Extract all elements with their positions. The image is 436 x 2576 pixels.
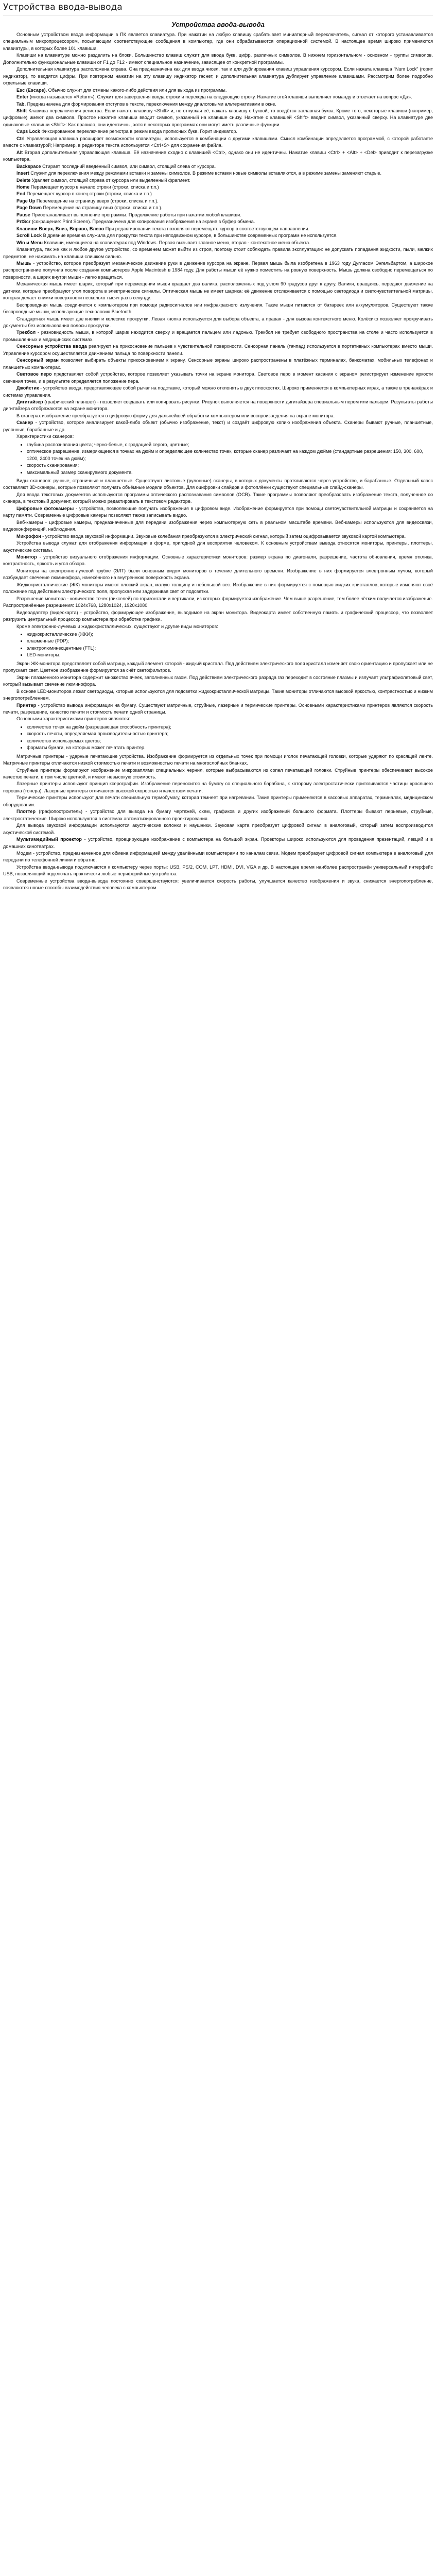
term: Delete <box>16 177 31 183</box>
paragraph <box>3 108 433 128</box>
term: Esc (Escape). <box>16 87 47 93</box>
paragraph <box>3 128 433 135</box>
paragraph: Экран плазменного монитора содержит множество ячеек, заполненных газом. Под действием электрического разряда газ переходит в состояние плазмы и излучает ультрафиолетовый свет, который вызывает свечение люминофора. <box>3 674 433 687</box>
list-item: • жидкокристаллические (ЖКИ); <box>27 631 433 638</box>
paragraph: Для ввода текстовых документов используются программы оптического распознавания символов (OCR). Такие программы позволяют преобразовать изображение текста, полученное со сканера, в текстовый документ, который можно редактировать в текстовом редакторе. <box>3 492 433 504</box>
term-description: - устройство, которое преобразует механическое движение руки в движение курсора на экране. Первая мышь была изобретена в 1963 году Дугласом Энгельбартом, а широкое распространение получила после создания компьютеров Apple Macintosh в 1984 году. Для работы мыши её нужно поместить на ровную поверхность. Мышь должна свободно перемещаться по поверхности, а шарик внутри мыши - легко вращаться. <box>3 260 433 280</box>
term-description: - устройство, которое анализирует какой-либо объект (обычно изображение, текст) и создаёт цифровую копию изображения объекта. Сканеры бывают ручные, планшетные, рулонные, барабанные и др. <box>3 420 433 432</box>
term-description: - устройство ввода звуковой информации. Звуковые колебания преобразуются в электрический сигнал, который затем оцифровывается звуковой картой компьютера. <box>42 533 406 539</box>
paragraph: Кроме электронно-лучевых и жидкокристаллических, существуют и другие виды мониторов: <box>16 623 218 629</box>
page-title: Устройства ввода-вывода <box>3 2 123 12</box>
term: Win и Menu <box>16 240 43 245</box>
paragraph <box>3 226 433 232</box>
term-description: Перемещает курсор в конец строки (строки, списка и т.п.) <box>26 191 152 197</box>
paragraph <box>3 135 433 149</box>
list-item: • оптическое разрешение, измеряющееся в точках на дюйм и определяющее количество точек, которые сканер различает на каждом дюйме (стандартные разрешения: 150, 300, 600, 1200, 2400 точек на дюйм); <box>27 448 433 462</box>
term-description: При редактировании текста позволяют перемещать курсор в соответствующем направлении. <box>105 226 310 231</box>
paragraph <box>3 329 433 343</box>
term-description: - устройство ввода, представляющее собой рычаг на подставке, который можно отклонять в двух плоскостях. Широко применяется в компьютерных играх, а также в тренажёрах и системах управления. <box>3 385 433 398</box>
paragraph <box>3 343 433 357</box>
term-description: - устройство визуального отображения информации. Основные характеристики мониторов: размер экрана по диагонали, разрешение, частота обновления, время отклика, контрастность, яркость и угол обзора. <box>3 554 433 567</box>
term-description: - устройство, проецирующее изображение с компьютера на большой экран. Проекторы широко используются для проведения презентаций, лекций и в домашних кинотеатрах. <box>3 837 433 849</box>
term: Дигитайзер <box>16 399 43 405</box>
bullet-list <box>3 631 433 659</box>
page-title-bar <box>3 2 433 15</box>
term-description: позволяет выбирать объекты прикосновением к экрану. Сенсорные экраны широко распространены в платёжных терминалах, банкоматах, мобильных телефонах и планшетных компьютерах. <box>3 358 433 370</box>
paragraph <box>3 232 433 239</box>
bullet-list <box>3 724 433 752</box>
term: Монитор <box>16 554 37 560</box>
document-heading: Устройства ввода-вывода <box>171 21 265 28</box>
paragraph <box>3 184 433 191</box>
document-body <box>3 31 433 892</box>
paragraph <box>3 101 433 108</box>
paragraph: Основными характеристиками принтеров являются: <box>16 716 130 722</box>
paragraph <box>3 87 433 94</box>
term: Backspace <box>16 163 41 169</box>
paragraph: Устройства ввода-вывода подключаются к компьютеру через порты: USB, PS/2, COM, LPT, HDMI, DVI, VGA и др. В настоящее время наиболее распространён универсальный интерфейс USB, позволяющий подключать практически любые периферийные устройства. <box>3 864 433 877</box>
term: Сканер <box>16 420 33 426</box>
paragraph <box>3 218 433 225</box>
bullet-list <box>3 442 433 476</box>
list-item: • скорость сканирования; <box>27 462 433 469</box>
paragraph: Экран ЖК-монитора представляет собой матрицу, каждый элемент которой - жидкий кристалл. Под действием электрического поля кристалл изменяет свою ориентацию и пропускает или не пропускает свет. Цветное изображение формируется за счёт светофильтров. <box>3 660 433 673</box>
term: Принтер <box>16 702 37 708</box>
paragraph <box>3 836 433 850</box>
paragraph: Разрешение монитора - количество точек (пикселей) по горизонтали и вертикали, из которых формируется изображение. Чем выше разрешение, тем более чётким получается изображение. Распространённые разрешения: 1024x768, 1280x1024, 1920x1080. <box>3 596 433 608</box>
term-description: Перемещение на страницу вниз (строки, списка и т.п.). <box>43 205 163 211</box>
page <box>0 0 436 897</box>
paragraph <box>3 399 433 413</box>
paragraph: В основе LED-мониторов лежат светодиоды, которые используются для подсветки жидкокристаллической матрицы. Такие мониторы отличаются высокой яркостью, контрастностью и низким энергопотреблением. <box>3 688 433 701</box>
paragraph: Видеоадаптер (видеокарта) - устройство, формирующее изображение, выводимое на экран монитора. Видеокарта имеет собственную память и графический процессор, что позволяет разгрузить центральный процессор компьютера при обработке графики. <box>3 609 433 622</box>
paragraph <box>3 808 433 822</box>
term-description: Обычно служит для отмены какого-либо действия или для выхода из программы. <box>48 87 227 93</box>
term-description: Клавиша переключения регистра. Если нажать клавишу <Shift> и, не отпуская её, нажать клавишу с буквой, то введётся заглавная буква. Кроме того, некоторые клавиши (например, цифровые) имеют два символа. Простое нажатие клавиши вводит символ, указанный на клавише снизу. Нажатие с клавишей <Shift> вводит символ, указанный сверху. На клавиатуре две одинаковые клавиши <Shift>: Как правило, они идентичны, хотя в некоторых программах они могут иметь различные функции. <box>3 108 433 127</box>
paragraph <box>3 357 433 371</box>
paragraph: Клавиатура, так же как и любое другое устройство, со временем может выйти из строя, поэтому стоит соблюдать правила эксплуатации: не допускать попадания жидкости, пыли, мелких предметов, не нажимать на клавиши слишком сильно. <box>3 247 433 259</box>
paragraph: Струйные принтеры формируют изображение микрокаплями специальных чернил, которые выбрасываются из сопел печатающей головки. Струйные принтеры обеспечивают высокое качество печати, в том числе цветной, и имеют невысокую стоимость. <box>3 767 433 780</box>
term-description: (графопостроитель) - устройство для вывода на бумагу чертежей, схем, графиков и других изображений большого формата. Плоттеры бывают перьевые, струйные, электростатические. Широко используются в системах автоматизированного проектирования. <box>3 809 433 821</box>
list-item: • электролюминесцентные (FTL); <box>27 645 433 652</box>
term-description: Служит для переключения между режимами вставки и замены символов. В режиме вставки новые символы вставляются, а в режиме замены заменяют старые. <box>30 171 382 176</box>
paragraph <box>3 198 433 205</box>
term-description: Фиксированное переключение регистра в режим ввода прописных букв. Горит индикатор. <box>41 129 237 134</box>
term-description: (сокращение: Print Screen). Предназначена для копирования изображения на экране в буфер обмена. <box>31 219 255 225</box>
paragraph: Жидкокристаллические (ЖК) мониторы имеют плоский экран, малую толщину и небольшой вес. Изображение в них формируется с помощью жидких кристаллов, которые изменяют своё положение под действием электрического поля, пропуская или задерживая свет от подсветки. <box>3 582 433 595</box>
term: Световое перо <box>16 371 52 377</box>
paragraph: Основным устройством ввода информации в ПК является клавиатура. При нажатии на любую клавишу срабатывает миниатюрный переключатель, сигнал от которого устанавливается специальным микропроцессором, посылающим соответствующие сообщения в компьютер, где они обрабатываются операционной системой. В настоящее время широко применяются клавиатуры, в которых более 101 клавиши. <box>3 32 433 51</box>
list-item: • количество точек на дюйм (разрешающая способность принтера); <box>27 724 433 731</box>
term-description: Стирает последний введённый символ, или символ, стоящий слева от курсора. <box>42 163 216 169</box>
paragraph: Веб-камеры - цифровые камеры, предназначенные для передачи изображения через компьютерную сеть в реальном масштабе времени. Веб-камеры используются для видеосвязи, видеоконференций, наблюдения. <box>3 519 433 532</box>
list-item: • глубина распознавания цвета; черно-белые, с градацией серого, цветные; <box>27 442 433 448</box>
paragraph <box>3 170 433 177</box>
term-description: Удаляет символ, стоящий справа от курсора или выделенный фрагмент. <box>31 177 190 183</box>
paragraph: Клавиши на клавиатуре можно разделить на блоки. Большинство клавиш служит для ввода букв, цифр, различных символов. В нижнем горизонтальном - основном - группы символов. Дополнительно функциональные клавиши от F1 до F12 - имеют специальное назначение, зависящее от конкретной программы. <box>3 53 433 65</box>
paragraph: Мониторы на электронно-лучевой трубке (ЭЛТ) были основным видом мониторов в течение длительного времени. Изображение в них формируется электронным лучом, который возбуждает свечение люминофора, нанесённого на внутреннюю поверхность экрана. <box>3 568 433 581</box>
paragraph <box>3 385 433 399</box>
term-description: - разновидность мыши, в которой шарик находится сверху и вращается пальцем или ладонью. Трекбол не требует свободного пространства на столе и часто используется в промышленных и медицинских системах. <box>3 330 433 342</box>
term: Page Up <box>16 198 36 204</box>
paragraph: Характеристики сканеров: <box>16 434 74 439</box>
term-description: представляет собой устройство, которое позволяет указывать точки на экране монитора. Световое перо в момент касания с экраном регистрирует изменение яркости свечения точек, и в результате определяется положение пера. <box>3 371 433 384</box>
paragraph <box>3 205 433 211</box>
list-item: • количество используемых цветов; <box>27 738 433 744</box>
paragraph <box>3 702 433 716</box>
paragraph <box>3 260 433 281</box>
term-description: - устройство вывода информации на бумагу. Существуют матричные, струйные, лазерные и термические принтеры. Основными характеристиками принтеров являются скорость печати, разрешение, качество печати и стоимость печати одной страницы. <box>3 702 433 715</box>
paragraph: Стандартная мышь имеет две кнопки и колесико прокрутки. Левая кнопка используется для выбора объекта, а правая - для вызова контекстного меню. Колёсико позволяет прокручивать документы без использования полосы прокрутки. <box>3 316 433 329</box>
paragraph <box>3 149 433 163</box>
term: Pause <box>16 212 30 217</box>
paragraph <box>3 533 433 540</box>
term-description: Клавиши, имеющиеся на клавиатурах под Windows. Первая вызывает главное меню, вторая - контекстное меню объекта. <box>44 240 310 245</box>
term: Shift <box>16 108 27 113</box>
paragraph <box>3 554 433 568</box>
term: Caps Lock <box>16 129 40 134</box>
term: Трекбол <box>16 330 36 335</box>
term: Ctrl <box>16 135 25 141</box>
term: Scroll Lock <box>16 233 42 239</box>
term-description: Приостанавливает выполнение программы. Продолжение работы при нажатии любой клавиши. <box>31 212 241 217</box>
paragraph <box>3 371 433 385</box>
term: Клавиши Вверх, Вниз, Вправо, Влево <box>16 226 104 231</box>
paragraph: Беспроводная мышь соединяется с компьютером при помощи радиосигналов или инфракрасного излучения. Такие мыши питаются от батареек или аккумуляторов. Существуют также беспроводные мыши, использующие технологию Bluetooth. <box>3 302 433 315</box>
term: End <box>16 191 26 197</box>
paragraph <box>3 163 433 170</box>
paragraph <box>3 212 433 218</box>
list-item: • максимальный размер сканируемого документа. <box>27 469 433 476</box>
list-item: • скорость печати, определяемая производительностью принтера; <box>27 731 433 737</box>
term-description: (графический планшет) - позволяет создавать или копировать рисунки. Рисунок выполняется на поверхности дигитайзера специальным пером или пальцем. Результаты работы дигитайзера отображаются на экране монитора. <box>3 399 433 412</box>
paragraph: Для вывода звуковой информации используются акустические колонки и наушники. Звуковая карта преобразует цифровой сигнал в аналоговый, который затем воспроизводится акустической системой. <box>3 823 433 835</box>
term: Мультимедийный проектор <box>16 837 82 842</box>
paragraph: Виды сканеров: ручные, страничные и планшетные. Существуют листовые (рулонные) сканеры, в которых документы протягиваются через устройство, и барабанные. Отдельный класс составляют 3D-сканеры, которые позволяют получать объёмные модели объектов. Для оцифровки слайдов и фотоплёнки существуют специальные слайд-сканеры. <box>3 478 433 490</box>
term: Home <box>16 184 30 190</box>
term-description: реагируют на прикосновение пальцев к чувствительной поверхности. Сенсорная панель (тачпад) используется в портативных компьютерах вместо мыши. Управление курсором осуществляется движением пальца по поверхности панели. <box>3 344 433 356</box>
term: Alt <box>16 149 23 155</box>
term: Мышь <box>16 260 31 266</box>
paragraph: Устройства вывода служат для отображения информации в форме, пригодной для восприятия человеком. К основным устройствам вывода относятся мониторы, принтеры, плоттеры, акустические системы. <box>3 540 433 553</box>
term-description: Перемещает курсор в начало строки (строки, списка и т.п.) <box>30 184 159 190</box>
list-item: • плазменные (PDP); <box>27 638 433 645</box>
term-description: Управляющая клавиша расширяет возможности клавиатуры, используется в комбинации с другими клавишами. Смысл комбинации определяется программой, с которой работаете вместе с клавиатурой; Например, в редакторе текста используется <Ctrl+S> для сохранения файла. <box>3 135 433 148</box>
term-description: В древние времена служила для прокрутки текста при неподвижном курсоре, в большинстве современных программ не используется. <box>43 233 338 239</box>
term: Enter <box>16 94 29 100</box>
term-description: Перемещение на страницу вверх (строки, списка и т.п.). <box>36 198 159 204</box>
paragraph <box>3 505 433 519</box>
term: Tab. <box>16 101 26 107</box>
term-description: Предназначена для формирования отступов в тексте, переключения между диалоговыми альтернативами в окне. <box>27 101 276 107</box>
paragraph: Лазерные принтеры используют принцип ксерографии. Изображение переносится на бумагу со специального барабана, к которому электростатически притягиваются частицы красящего порошка (тонера). Лазерные принтеры отличаются высокой скоростью и качеством печати. <box>3 781 433 793</box>
term: Сенсорный экран <box>16 358 59 363</box>
term: Джойстик <box>16 385 39 391</box>
term: Сенсорные устройства ввода <box>16 344 87 349</box>
term: Page Down <box>16 205 42 211</box>
paragraph <box>3 177 433 184</box>
paragraph: Современные устройства ввода-вывода постоянно совершенствуются: увеличивается скорость работы, улучшается качество изображения и звука, снижается энергопотребление, появляются новые способы взаимодействия человека с компьютером. <box>3 878 433 891</box>
paragraph <box>3 240 433 246</box>
paragraph: Механическая мышь имеет шарик, который при перемещении мыши вращает два валика, расположенных под углом 90 градусов друг к другу. Валики, вращаясь, передают движение на датчики, которые преобразуют угол поворота в электрические сигналы. Оптическая мышь не имеет шарика: её движение отслеживается с помощью светодиода и светочувствительной матрицы, которая делает снимки поверхности несколько тысяч раз в секунду. <box>3 281 433 301</box>
term-description: (иногда называется «Return»). Служит для завершения ввода строки и перехода на следующую строку. Нажатие этой клавиши выполняет команду и отвечает на вопрос «Да». <box>29 94 412 100</box>
term-description: - устройства, позволяющие получать изображения в цифровом виде. Изображение формируется при помощи светочувствительной матрицы и сохраняется на карту памяти. Современные цифровые камеры позволяют также записывать видео. <box>3 505 433 518</box>
term: PrtScr <box>16 219 31 225</box>
paragraph: Термические принтеры используют для печати специальную термобумагу, которая темнеет при нагревании. Такие принтеры применяются в кассовых аппаратах, терминалах, медицинском оборудовании. <box>3 795 433 807</box>
paragraph: В сканерах изображение преобразуется в цифровую форму для дальнейшей обработки компьютером или воспроизведения на экране монитора. <box>16 413 335 418</box>
term: Insert <box>16 171 29 176</box>
term: Цифровые фотокамеры <box>16 505 74 511</box>
paragraph <box>3 191 433 197</box>
paragraph: Матричные принтеры - ударные печатающие устройства. Изображение формируется из отдельных точек при помощи иголок печатающей головки, которые ударяют по красящей ленте. Матричные принтеры отличаются низкой стоимостью печати и возможностью печати на многослойных бланках. <box>3 753 433 766</box>
paragraph: Модем - устройство, предназначенное для обмена информацией между удалёнными компьютерами по каналам связи. Модем преобразует цифровой сигнал компьютера в аналоговый для передачи по телефонной линии и обратно. <box>3 851 433 863</box>
paragraph <box>3 419 433 433</box>
term-description: Вторая дополнительная управляющая клавиша. Её назначение сходно с клавишей <Ctrl>, однако они не идентичны. Нажатие клавиш <Ctrl> + <Alt> + <Del> приводит к перезагрузке компьютера. <box>3 149 433 162</box>
paragraph: Дополнительная клавиатура расположена справа. Она предназначена как для ввода чисел, так и для дублирования клавиш управления курсором. Если нажата клавиша "Num Lock" (горит индикатор), то вводятся цифры. При повторном нажатии на эту клавишу индикатор гаснет, и дополнительная клавиатура дублирует управление клавишами. Рассмотрим более подробно отдельные клавиши. <box>3 66 433 86</box>
list-item: • форматы бумаги, на которых может печатать принтер. <box>27 744 433 751</box>
term: Плоттер <box>16 809 36 815</box>
paragraph <box>3 94 433 100</box>
list-item: • LED-мониторы. <box>27 652 433 658</box>
term: Микрофон <box>16 533 41 539</box>
